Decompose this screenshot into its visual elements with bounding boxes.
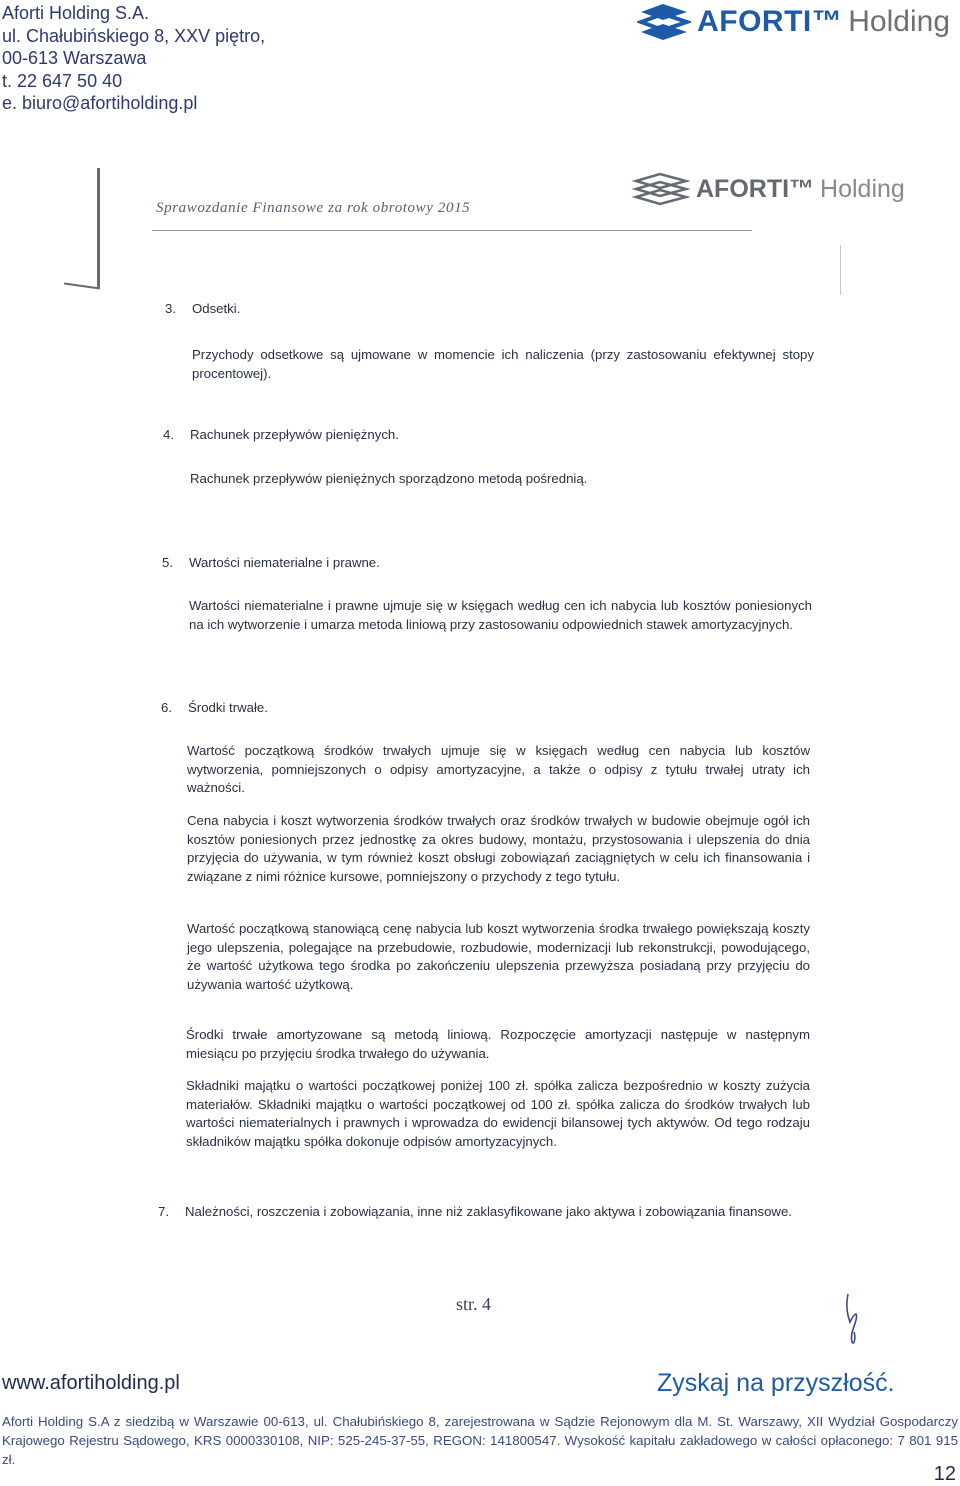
section-number: 4. xyxy=(163,427,174,442)
address-city: 00-613 Warszawa xyxy=(2,48,147,68)
letterhead-contact xyxy=(2,2,265,115)
phone-number: t. 22 647 50 40 xyxy=(2,70,123,91)
footer-website-link[interactable]: www.afortiholding.pl xyxy=(2,1372,180,1394)
section-paragraph: Składniki majątku o wartości początkowej poniżej 100 zł. spółka zalicza bezpośrednio w koszty zużycia materiałów. Składniki majątku o wartości początkowej od 100 zł. spółka zalicza do środków trwałych lub wartości niematerialnych i prawnych i wprowadza do ewidencji bilansowej tych aktywów. Od tego rodzaju składników majątku spółka dokonuje odpisów amortyzacyjnych. xyxy=(186,1078,810,1149)
scan-margin-corner xyxy=(64,283,100,290)
section-title: Odsetki. xyxy=(192,301,241,316)
logo-subtitle: Holding xyxy=(820,174,905,203)
section-paragraph: Wartość początkową stanowiącą cenę nabycia lub koszt wytworzenia środka trwałego powiększają koszty jego ulepszenia, polegające na przebudowie, rozbudowie, modernizacji lub rekonstrukcji, powodującego, że wartość użytkowa tego środka po zakończeniu ulepszenia przewyższa posiadaną przy przyjęciu do używania wartość użytkową. xyxy=(187,921,810,992)
section-number: 6. xyxy=(161,700,172,715)
section-paragraph: Cena nabycia i koszt wytworzenia środków trwałych oraz środków trwałych w budowie obejmuje ogół ich kosztów poniesionych przez jednostkę za okres budowy, montażu, przystosowania i ulepszenia do dnia przyjęcia do używania, w tym również koszt obsługi zobowiązań zaciągniętych w celu ich finansowania i związane z nimi różnice kursowe, pomniejszony o przychody z tego tytułu. xyxy=(187,813,810,884)
page-number: 12 xyxy=(933,1463,956,1485)
section-title: Wartości niematerialne i prawne. xyxy=(189,555,380,570)
aforti-emblem-icon xyxy=(632,172,690,206)
aforti-emblem-icon xyxy=(637,2,691,42)
section-paragraph: Rachunek przepływów pieniężnych sporządzono metodą pośrednią. xyxy=(190,471,588,486)
document-logo xyxy=(632,172,905,206)
section-title: Środki trwałe. xyxy=(188,700,268,715)
email-address: e. biuro@afortiholding.pl xyxy=(2,93,198,113)
scan-edge-line xyxy=(840,245,841,295)
company-name: Aforti Holding S.A. xyxy=(2,3,150,23)
section-number: 3. xyxy=(165,301,176,316)
logo-subtitle: Holding xyxy=(848,5,950,38)
scanned-page-label: str. 4 xyxy=(456,1294,492,1314)
section-title: Należności, roszczenia i zobowiązania, inne niż zaklasyfikowane jako aktywa i zobowiązania finansowe. xyxy=(185,1204,792,1219)
section-title: Rachunek przepływów pieniężnych. xyxy=(190,427,399,442)
footer-legal-text: Aforti Holding S.A z siedzibą w Warszawie 00-613, ul. Chałubińskiego 8, zarejestrowana w Sądzie Rejonowym dla M. St. Warszawy, XII Wydział Gospodarczy Krajowego Rejestru Sądowego, KRS 0000330108, NIP: 525-245-37-55, REGON: 141800547. Wysokość kapitału zakładowego w całości opłaconego: 7 801 915 zł. xyxy=(2,1414,958,1467)
section-paragraph: Wartość początkową środków trwałych ujmuje się w księgach według cen nabycia lub kosztów wytworzenia, pomniejszonych o odpisy amortyzacyjne, a także o odpisy z tytułu trwałej utraty ich ważności. xyxy=(187,743,810,796)
scan-margin-line xyxy=(97,168,100,288)
section-paragraph: Środki trwałe amortyzowane są metodą liniową. Rozpoczęcie amortyzacji następuje w następnym miesiącu po przyjęciu środka trwałego do używania. xyxy=(186,1027,810,1061)
section-paragraph: Przychody odsetkowe są ujmowane w momencie ich naliczenia (przy zastosowaniu efektywnej stopy procentowej). xyxy=(192,347,814,381)
section-number: 7. xyxy=(158,1204,169,1219)
handwritten-signature xyxy=(842,1292,864,1348)
section-paragraph: Wartości niematerialne i prawne ujmuje się w księgach według cen ich nabycia lub kosztów poniesionych na ich wytworzenie i umarza metoda liniową przy zastosowaniu odpowiednich stawek amortyzacyjnych. xyxy=(189,598,812,632)
section-number: 5. xyxy=(162,555,173,570)
document-header-rule xyxy=(152,230,752,231)
footer-slogan: Zyskaj na przyszłość. xyxy=(657,1369,895,1397)
address-street: ul. Chałubińskiego 8, XXV piętro, xyxy=(2,25,266,46)
company-logo xyxy=(637,2,950,42)
document-header: Sprawozdanie Finansowe za rok obrotowy 2015 xyxy=(156,200,471,216)
logo-wordmark: AFORTI™ xyxy=(697,5,843,38)
logo-wordmark: AFORTI™ xyxy=(696,174,815,203)
